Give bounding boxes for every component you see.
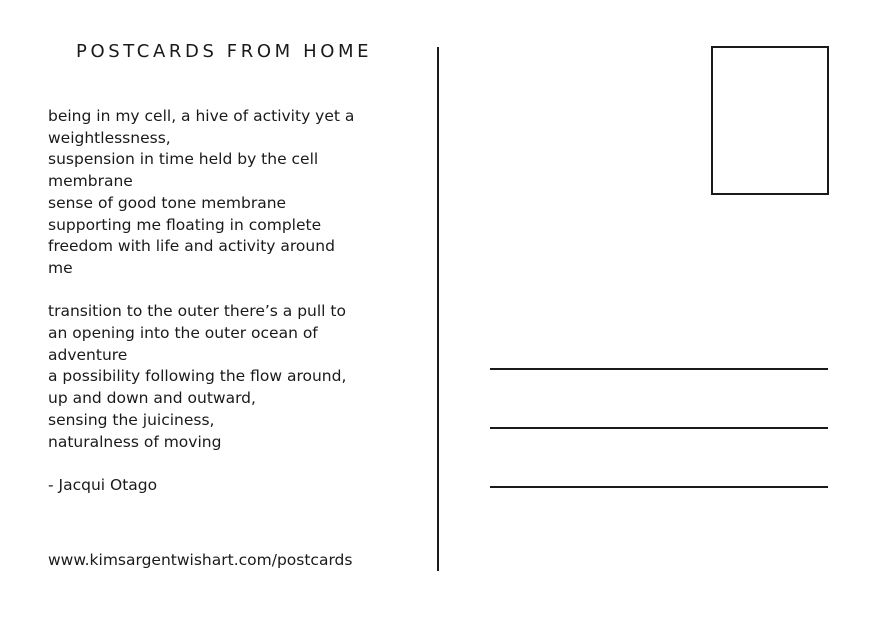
poem-line: sensing the juiciness, — [48, 410, 215, 429]
poem-line: weightlessness, — [48, 128, 171, 147]
poem-line: freedom with life and activity around — [48, 237, 335, 256]
stamp-box — [711, 46, 829, 195]
center-divider — [437, 47, 439, 571]
website-url: www.kimsargentwishart.com/postcards — [48, 551, 353, 569]
poem-signature: - Jacqui Otago — [48, 475, 158, 494]
poem-line: sense of good tone membrane — [48, 193, 287, 212]
poem — [48, 106, 388, 497]
poem-line: naturalness of moving — [48, 432, 222, 451]
poem-line: membrane — [48, 172, 133, 191]
stanza-gap — [48, 280, 388, 302]
poem-line: being in my cell, a hive of activity yet a — [48, 107, 355, 125]
poem-line: up and down and outward, — [48, 389, 256, 408]
address-line-3 — [490, 486, 828, 488]
poem-line: adventure — [48, 345, 128, 364]
postcard-title: POSTCARDS FROM HOME — [76, 41, 373, 62]
poem-line: an opening into the outer ocean of — [48, 324, 318, 343]
poem-line: transition to the outer there’s a pull to — [48, 302, 346, 321]
address-line-1 — [490, 368, 828, 370]
stanza-gap — [48, 453, 388, 475]
poem-line: me — [48, 258, 73, 277]
address-line-2 — [490, 427, 828, 429]
poem-line: a possibility following the flow around, — [48, 367, 347, 386]
poem-line: suspension in time held by the cell — [48, 150, 319, 169]
poem-line: supporting me floating in complete — [48, 215, 322, 234]
